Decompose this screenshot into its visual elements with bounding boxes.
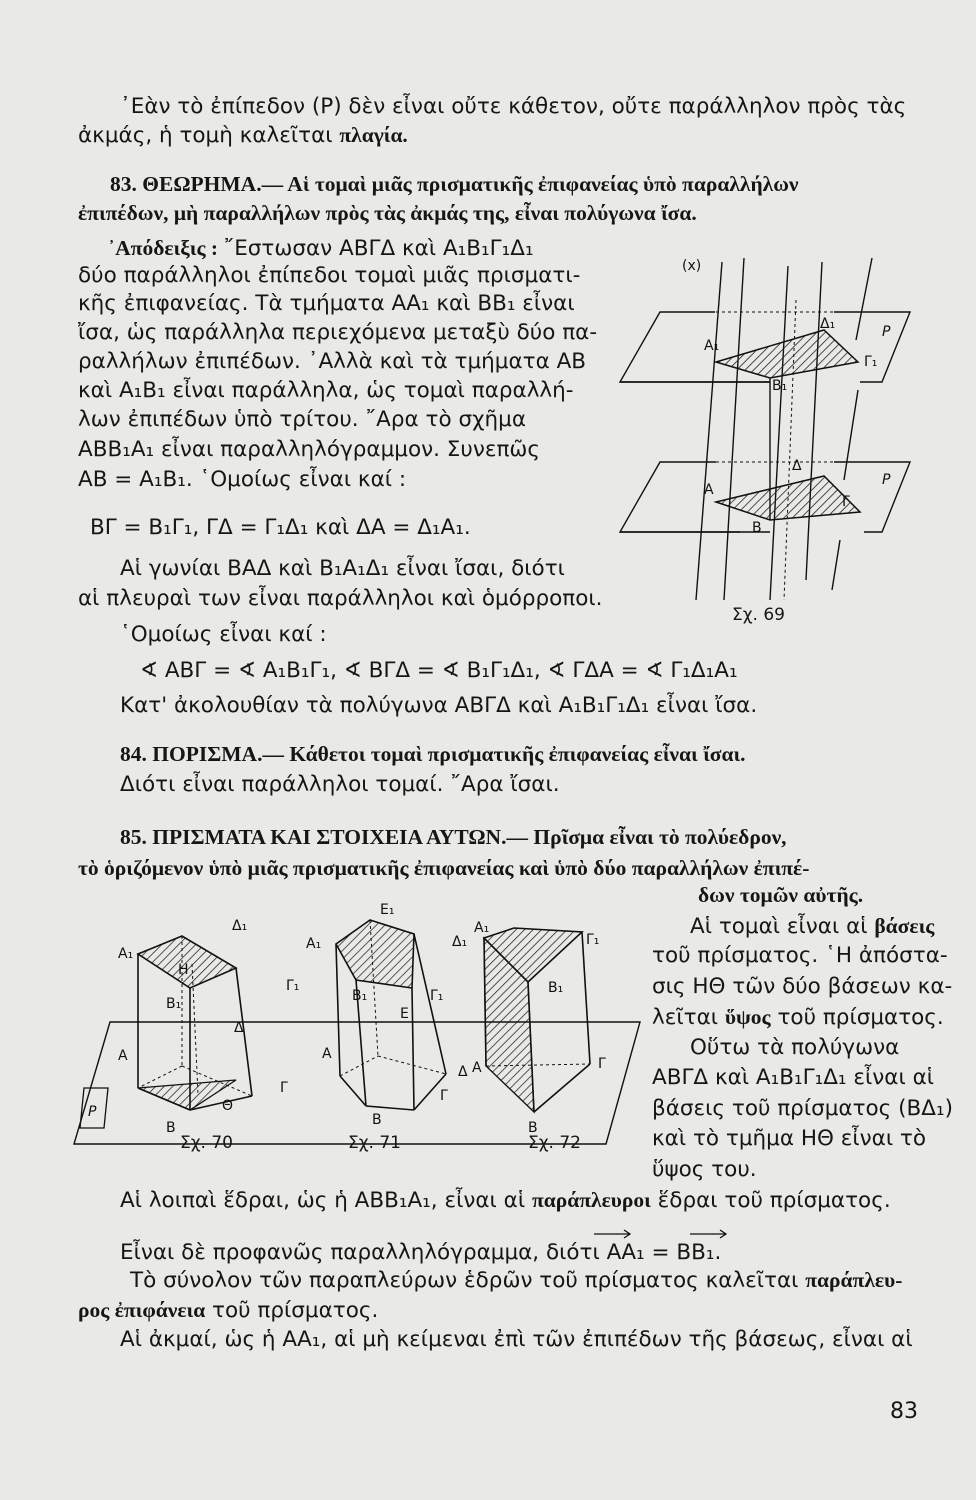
porisma-heading: 84. ΠΟΡΙΣΜΑ.— Κάθετοι τομαὶ πρισματικῆς ἐπιφανείας εἶναι ἴσαι. [120, 742, 746, 766]
fig69-label-g: Γ [842, 494, 850, 510]
prisms-par-3: Τὸ σύνολον τῶν παραπλεύρων ἑδρῶν τοῦ πρίσματος καλεῖται παράπλευ- [130, 1268, 903, 1293]
fig70-label-th: Θ [222, 1098, 234, 1114]
term-plagia: πλαγία. [339, 123, 408, 147]
fig70-label-a: Α [118, 1048, 128, 1064]
proof-line-2: δύο παράλληλοι ἐπίπεδοι τομαὶ μιᾶς πρισματι- [78, 263, 581, 288]
vector-equation: ΑΑ₁ = ΒΒ₁. [606, 1240, 722, 1265]
prism-fig-70 [118, 918, 299, 1136]
fig69-label-d1: Δ₁ [820, 316, 836, 332]
right-col-1: Αἱ τομαὶ εἶναι αἱ βάσεις [690, 914, 935, 939]
prisms-line-2: τὸ ὁριζόμενον ὑπὸ μιᾶς πρισματικῆς ἐπιφανείας καὶ ὑπὸ δύο παραλλήλων ἐπιπέ- [78, 856, 810, 880]
proof-line-4: ἴσα, ὡς παράλληλα περιεχόμενα μεταξὺ δύο πα- [78, 320, 598, 345]
right-col-6: ΑΒΓΔ καὶ Α₁Β₁Γ₁Δ₁ εἶναι αἱ [652, 1065, 935, 1090]
proof-line-9: ΑΒ = Α₁Β₁. ῾Ομοίως εἶναι καί : [78, 467, 407, 492]
prism-fig-72 [472, 920, 606, 1136]
figures-70-72 [74, 896, 640, 1156]
fig69-label-d: Δ [792, 458, 802, 474]
proof-line-11: αἱ πλευραὶ των εἶναι παράλληλοι καὶ ὁμόρροποι. [78, 586, 603, 611]
term-baseis: βάσεις [874, 914, 935, 938]
fig70-label-h: Η [178, 962, 189, 978]
caption-fig-69: Σχ. 69 [732, 605, 786, 625]
fig71-label-g1: Γ₁ [430, 988, 444, 1004]
proof-line-6: καὶ Α₁Β₁ εἶναι παράλληλα, ὡς τομαὶ παραλλή- [78, 378, 574, 403]
proof-line-5: ραλλήλων ἐπιπέδων. ᾿Αλλὰ καὶ τὰ τμήματα ΑΒ [78, 349, 587, 374]
fig70-label-a1: Α₁ [118, 946, 134, 962]
fig70-label-b1: Β₁ [166, 996, 182, 1012]
fig70-label-d: Δ [234, 1020, 244, 1036]
prisms-par-5: Αἱ ἀκμαί, ὡς ἡ ΑΑ₁, αἱ μὴ κείμεναι ἐπὶ τῶν ἐπιπέδων τῆς βάσεως, εἶναι αἱ [120, 1327, 913, 1352]
right-col-5: Οὕτω τὰ πολύγωνα [690, 1035, 900, 1060]
right-col-8: καὶ τὸ τμῆμα ΗΘ εἶναι τὸ [652, 1126, 927, 1151]
fig69-label-p-upper: P [882, 324, 891, 340]
proof-line-8: ΑΒΒ₁Α₁ εἶναι παραλληλόγραμμον. Συνεπῶς [78, 437, 541, 462]
fig70-label-p: P [88, 1104, 97, 1120]
fig72-label-a1: Α₁ [474, 920, 490, 936]
fig70-label-b: Β [166, 1120, 176, 1136]
porisma-line-2: Διότι εἶναι παράλληλοι τομαί. ῎Αρα ἴσαι. [120, 772, 560, 797]
figure-69 [620, 240, 930, 640]
fig71-label-b1: Β₁ [352, 988, 368, 1004]
intro-line-2: ἀκμάς, ἡ τομὴ καλεῖται πλαγία. [78, 123, 408, 148]
fig71-label-d: Δ [458, 1064, 468, 1080]
caption-fig-70: Σχ. 70 [180, 1133, 234, 1153]
fig69-label-b: Β [752, 520, 762, 536]
proof-line-3: κῆς ἐπιφανείας. Τὰ τμήματα ΑΑ₁ καὶ ΒΒ₁ εἶναι [78, 291, 575, 316]
theorem-line-2: ἐπιπέδων, μὴ παραλλήλων πρὸς τὰς ἀκμάς της, εἶναι πολύγωνα ἴσα. [78, 201, 697, 225]
term-paraplevroi: παράπλευροι [531, 1188, 651, 1212]
fig70-label-g: Γ [280, 1080, 288, 1096]
prisms-par-4: ρος ἐπιφάνεια τοῦ πρίσματος. [78, 1298, 379, 1323]
right-col-9: ὕψος του. [652, 1157, 757, 1182]
fig69-label-a: Α [704, 482, 714, 498]
vector-arrows [592, 1224, 732, 1240]
fig70-label-g1: Γ₁ [286, 978, 300, 994]
proof-equation-2: ∢ ΑΒΓ = ∢ Α₁Β₁Γ₁, ∢ ΒΓΔ = ∢ Β₁Γ₁Δ₁, ∢ ΓΔΑ = ∢ Γ₁Δ₁Α₁ [140, 658, 738, 683]
proof-line-12: ῾Ομοίως εἶναι καί : [120, 622, 327, 647]
fig69-label-x: (x) [682, 258, 702, 274]
fig72-label-b: Β [528, 1120, 538, 1136]
right-col-7: βάσεις τοῦ πρίσματος (ΒΔ₁) [652, 1096, 953, 1121]
fig71-label-d1: Δ₁ [452, 934, 468, 950]
right-col-3: σις ΗΘ τῶν δύο βάσεων κα- [652, 974, 953, 999]
caption-fig-72: Σχ. 72 [528, 1133, 582, 1153]
prisms-heading: 85. ΠΡΙΣΜΑΤΑ ΚΑΙ ΣΤΟΙΧΕΙΑ ΑΥΤΩΝ.— Πρῖσμα εἶναι τὸ πολύεδρον, [120, 825, 787, 849]
fig69-label-p-lower: P [882, 472, 891, 488]
fig69-label-g1: Γ₁ [864, 354, 878, 370]
fig72-label-g1: Γ₁ [586, 932, 600, 948]
page-number: 83 [890, 1399, 918, 1424]
caption-fig-71: Σχ. 71 [348, 1133, 402, 1153]
theorem-heading: 83. ΘΕΩΡΗΜΑ.— Αἱ τομαὶ μιᾶς πρισματικῆς ἐπιφανείας ὑπὸ παραλλήλων [110, 172, 799, 196]
fig70-label-d1: Δ₁ [232, 918, 248, 934]
fig72-label-a: Α [472, 1060, 482, 1076]
prisms-line-3: δων τομῶν αὐτῆς. [698, 883, 864, 907]
fig71-label-e: Ε [400, 1006, 409, 1022]
proof-line-1: ᾿Απόδειξις : ῎Εστωσαν ΑΒΓΔ καὶ Α₁Β₁Γ₁Δ₁ [108, 236, 534, 261]
proof-line-10: Αἱ γωνίαι ΒΑΔ καὶ Β₁Α₁Δ₁ εἶναι ἴσαι, διότι [120, 556, 565, 581]
right-col-4: λεῖται ὕψος τοῦ πρίσματος. [652, 1005, 944, 1030]
fig71-label-g: Γ [440, 1088, 448, 1104]
proof-line-13: Κατ' ἀκολουθίαν τὰ πολύγωνα ΑΒΓΔ καὶ Α₁Β₁Γ₁Δ₁ εἶναι ἴσα. [120, 693, 758, 718]
term-ypsos: ὕψος [724, 1005, 771, 1029]
prism-fig-71 [306, 902, 468, 1128]
fig72-label-b1: Β₁ [548, 980, 564, 996]
fig69-label-a1: Α₁ [704, 338, 720, 354]
fig71-label-e1: Ε₁ [380, 902, 395, 918]
fig71-label-b: Β [372, 1112, 382, 1128]
fig71-label-a: Α [322, 1046, 332, 1062]
fig71-label-a1: Α₁ [306, 936, 322, 952]
intro-line-1: ᾿Εὰν τὸ ἐπίπεδον (Ρ) δὲν εἶναι οὔτε κάθετον, οὔτε παράλληλον πρὸς τὰς [120, 94, 907, 119]
fig69-label-b1: Β₁ [772, 378, 788, 394]
prisms-par-2: Εἶναι δὲ προφανῶς παραλληλόγραμμα, διότι ΑΑ₁ = ΒΒ₁. [120, 1240, 722, 1265]
proof-line-7: λων ἐπιπέδων ὑπὸ τρίτου. ῎Αρα τὸ σχῆμα [78, 407, 526, 432]
right-col-2: τοῦ πρίσματος. ῾Η ἀπόστα- [652, 943, 948, 968]
fig72-label-g: Γ [598, 1056, 606, 1072]
proof-equation-1: ΒΓ = Β₁Γ₁, ΓΔ = Γ₁Δ₁ καὶ ΔΑ = Δ₁Α₁. [90, 515, 471, 540]
prisms-par-1: Αἱ λοιπαὶ ἕδραι, ὡς ἡ ΑΒΒ₁Α₁, εἶναι αἱ παράπλευροι ἕδραι τοῦ πρίσματος. [120, 1188, 891, 1213]
